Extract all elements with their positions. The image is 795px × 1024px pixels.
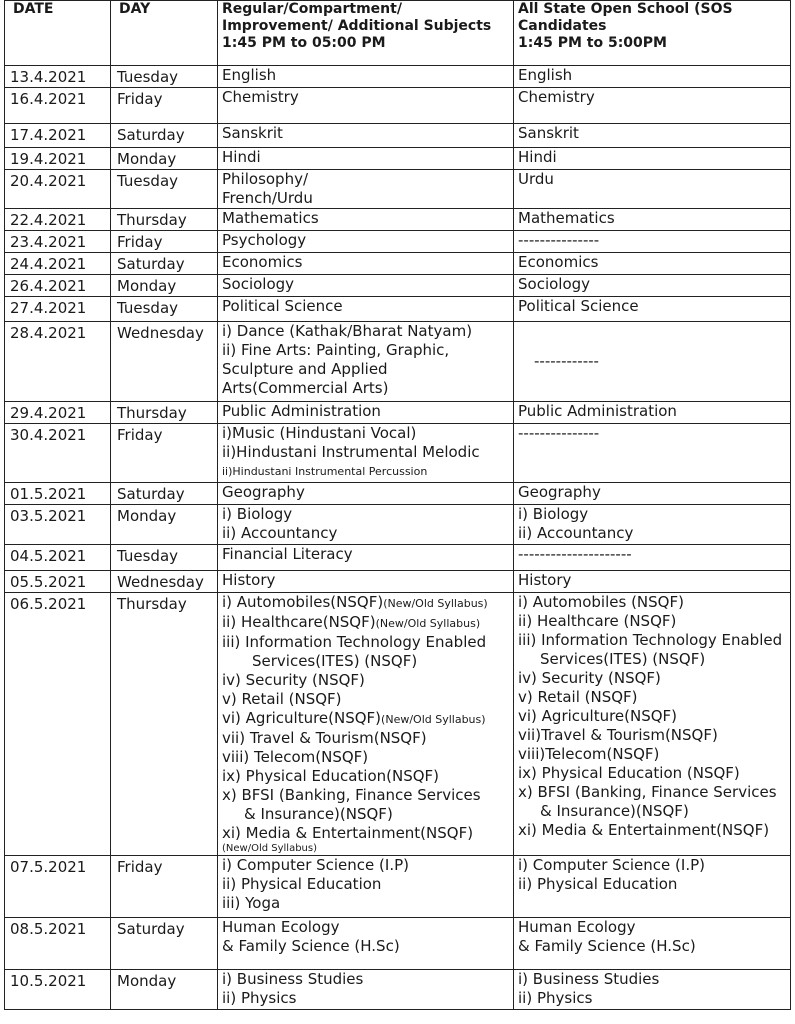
row-regular-subject: Psychology — [218, 231, 514, 253]
syllabus-note: (New/Old Syllabus) — [383, 597, 488, 610]
row-date: 01.5.2021 — [5, 483, 111, 505]
table-row — [5, 170, 791, 209]
table-row — [5, 88, 791, 124]
subject-line: Philosophy/ — [222, 170, 309, 188]
row-regular-subject: Geography — [218, 483, 514, 505]
subject-line: i) Business Studies — [222, 970, 364, 988]
row-regular-subject: Economics — [218, 253, 514, 275]
row-sos-subject: Public Administration — [514, 402, 791, 424]
row-day: Friday — [111, 856, 218, 918]
header-regular-line: Improvement/ Additional Subjects — [222, 18, 492, 34]
syllabus-note: (New/Old Syllabus) — [222, 843, 318, 854]
subject-line: iii) Yoga — [222, 894, 281, 912]
subject-line: Sculpture and Applied — [222, 360, 388, 378]
subject-line: Services(ITES) (NSQF) — [252, 652, 418, 670]
table-row — [5, 593, 791, 856]
subject-line — [222, 593, 509, 613]
row-day: Friday — [111, 231, 218, 253]
row-date: 23.4.2021 — [5, 231, 111, 253]
header-sos-line: All State Open School (SOS — [518, 1, 733, 17]
row-date: 20.4.2021 — [5, 170, 111, 209]
table-row — [5, 231, 791, 253]
row-date: 03.5.2021 — [5, 505, 111, 545]
row-sos-subject: Chemistry — [514, 88, 791, 124]
subject-line: & Insurance)(NSQF) — [244, 805, 393, 823]
row-day: Tuesday — [111, 170, 218, 209]
subject-line: v) Retail (NSQF) — [518, 688, 638, 706]
row-sos-subject — [514, 593, 791, 856]
subject-line: Human Ecology — [222, 918, 340, 936]
header-regular-line: Regular/Compartment/ — [222, 1, 402, 17]
row-date: 13.4.2021 — [5, 66, 111, 88]
row-regular-subject: Political Science — [218, 297, 514, 322]
syllabus-note: (New/Old Syllabus) — [381, 713, 486, 726]
row-sos-subject — [514, 856, 791, 918]
row-regular-subject: Sanskrit — [218, 124, 514, 148]
row-date: 05.5.2021 — [5, 571, 111, 593]
row-sos-subject: Political Science — [514, 297, 791, 322]
row-day: Saturday — [111, 124, 218, 148]
subject-line: x) BFSI (Banking, Finance Services — [222, 786, 481, 804]
table-row — [5, 402, 791, 424]
row-sos-subject: Geography — [514, 483, 791, 505]
table-row — [5, 66, 791, 88]
table-row — [5, 545, 791, 571]
subject-line: Services(ITES) (NSQF) — [540, 650, 706, 668]
subject-line: viii) Telecom(NSQF) — [222, 748, 369, 766]
subject-line: i)Music (Hindustani Vocal) — [222, 424, 417, 442]
row-date: 17.4.2021 — [5, 124, 111, 148]
row-regular-subject — [218, 170, 514, 209]
row-date: 29.4.2021 — [5, 402, 111, 424]
row-day: Friday — [111, 88, 218, 124]
row-sos-subject: --------------- — [514, 231, 791, 253]
subject-line: i) Computer Science (I.P) — [222, 856, 409, 874]
header-sos-line: Candidates — [518, 18, 607, 34]
subject-line: i) Business Studies — [518, 970, 660, 988]
row-day: Saturday — [111, 918, 218, 970]
subject-line — [222, 613, 509, 633]
row-regular-subject — [218, 970, 514, 1010]
subject-line: Arts(Commercial Arts) — [222, 379, 389, 397]
subject-line: ix) Physical Education (NSQF) — [518, 764, 740, 782]
header-regular-line: 1:45 PM to 05:00 PM — [222, 35, 386, 51]
row-date: 28.4.2021 — [5, 322, 111, 402]
row-day: Tuesday — [111, 545, 218, 571]
subject-line: iii) Information Technology Enabled — [518, 631, 783, 649]
subject-line: French/Urdu — [222, 189, 313, 207]
subject-line: ii)Hindustani Instrumental Percussion — [222, 465, 428, 478]
table-row — [5, 505, 791, 545]
subject-line: i) Automobiles (NSQF) — [518, 593, 684, 611]
table-row — [5, 124, 791, 148]
row-regular-subject — [218, 505, 514, 545]
row-regular-subject: Sociology — [218, 275, 514, 297]
row-regular-subject — [218, 593, 514, 856]
row-day: Thursday — [111, 402, 218, 424]
row-regular-subject: Financial Literacy — [218, 545, 514, 571]
row-sos-subject: Sociology — [514, 275, 791, 297]
row-date: 06.5.2021 — [5, 593, 111, 856]
subject-line: x) BFSI (Banking, Finance Services — [518, 783, 777, 801]
row-regular-subject — [218, 856, 514, 918]
subject-line: ii) Accountancy — [518, 524, 634, 542]
subject-line: ii) Physical Education — [222, 875, 382, 893]
row-day: Tuesday — [111, 66, 218, 88]
row-date: 22.4.2021 — [5, 209, 111, 231]
subject-line: ii) Physics — [518, 989, 593, 1007]
subject-line: xi) Media & Entertainment(NSQF) — [518, 821, 770, 839]
subject-text: ii) Healthcare(NSQF) — [222, 613, 376, 631]
header-row — [5, 1, 791, 66]
row-sos-subject: Sanskrit — [514, 124, 791, 148]
row-day: Saturday — [111, 483, 218, 505]
row-regular-subject: English — [218, 66, 514, 88]
subject-line: iv) Security (NSQF) — [518, 669, 661, 687]
subject-line: iv) Security (NSQF) — [222, 671, 365, 689]
row-sos-subject: Mathematics — [514, 209, 791, 231]
table-row — [5, 275, 791, 297]
subject-line: xi) Media & Entertainment(NSQF) — [222, 824, 474, 842]
row-sos-subject: History — [514, 571, 791, 593]
row-regular-subject: History — [218, 571, 514, 593]
subject-line: ix) Physical Education(NSQF) — [222, 767, 440, 785]
subject-line: i) Biology — [222, 505, 293, 523]
subject-line: Human Ecology — [518, 918, 636, 936]
subject-line: vii) Travel & Tourism(NSQF) — [222, 729, 427, 747]
table-row — [5, 571, 791, 593]
row-day: Saturday — [111, 253, 218, 275]
row-day: Monday — [111, 970, 218, 1010]
subject-line: & Insurance)(NSQF) — [540, 802, 689, 820]
row-sos-subject: Economics — [514, 253, 791, 275]
table-row — [5, 856, 791, 918]
table-row — [5, 918, 791, 970]
row-day: Monday — [111, 148, 218, 170]
row-day: Friday — [111, 424, 218, 483]
exam-schedule-table — [4, 0, 791, 1010]
subject-line: iii) Information Technology Enabled — [222, 633, 487, 651]
row-date: 10.5.2021 — [5, 970, 111, 1010]
subject-line: & Family Science (H.Sc) — [222, 937, 400, 955]
header-day: DAY — [111, 1, 218, 66]
subject-line: i) Computer Science (I.P) — [518, 856, 705, 874]
row-date: 04.5.2021 — [5, 545, 111, 571]
row-date: 26.4.2021 — [5, 275, 111, 297]
header-sos-line: 1:45 PM to 5:00PM — [518, 35, 667, 51]
row-regular-subject — [218, 424, 514, 483]
table-row — [5, 148, 791, 170]
table-row — [5, 297, 791, 322]
row-date: 08.5.2021 — [5, 918, 111, 970]
subject-line — [222, 709, 509, 729]
row-sos-subject — [514, 505, 791, 545]
subject-line: ii)Hindustani Instrumental Melodic — [222, 443, 480, 461]
row-regular-subject: Chemistry — [218, 88, 514, 124]
subject-line: ii) Physical Education — [518, 875, 678, 893]
subject-line: v) Retail (NSQF) — [222, 690, 342, 708]
table-row — [5, 322, 791, 402]
row-sos-subject: English — [514, 66, 791, 88]
row-regular-subject: Mathematics — [218, 209, 514, 231]
row-sos-subject: Urdu — [514, 170, 791, 209]
syllabus-note: (New/Old Syllabus) — [375, 617, 481, 630]
row-date: 27.4.2021 — [5, 297, 111, 322]
table-row — [5, 209, 791, 231]
header-regular — [218, 1, 514, 66]
row-date: 16.4.2021 — [5, 88, 111, 124]
row-sos-subject — [514, 970, 791, 1010]
row-regular-subject — [218, 322, 514, 402]
subject-line: ii) Accountancy — [222, 524, 338, 542]
header-sos — [514, 1, 791, 66]
row-date: 19.4.2021 — [5, 148, 111, 170]
header-date: DATE — [5, 1, 111, 66]
subject-line: vi) Agriculture(NSQF) — [518, 707, 678, 725]
row-date: 24.4.2021 — [5, 253, 111, 275]
subject-line: i) Biology — [518, 505, 589, 523]
row-day: Thursday — [111, 209, 218, 231]
subject-line: viii)Telecom(NSQF) — [518, 745, 660, 763]
row-day: Monday — [111, 275, 218, 297]
subject-text: i) Automobiles(NSQF) — [222, 593, 384, 611]
subject-text: vi) Agriculture(NSQF) — [222, 709, 382, 727]
row-day: Tuesday — [111, 297, 218, 322]
row-regular-subject — [218, 918, 514, 970]
row-day: Thursday — [111, 593, 218, 856]
row-date: 07.5.2021 — [5, 856, 111, 918]
table-row — [5, 483, 791, 505]
row-sos-subject: Hindi — [514, 148, 791, 170]
row-sos-subject — [514, 918, 791, 970]
row-sos-subject — [514, 322, 791, 402]
subject-line: ii) Physics — [222, 989, 297, 1007]
table-row — [5, 253, 791, 275]
subject-line: ii) Fine Arts: Painting, Graphic, — [222, 341, 450, 359]
subject-line: & Family Science (H.Sc) — [518, 937, 696, 955]
subject-line: ii) Healthcare (NSQF) — [518, 612, 677, 630]
subject-dash: ------------ — [534, 352, 599, 370]
row-sos-subject: --------------- — [514, 424, 791, 483]
row-day: Wednesday — [111, 322, 218, 402]
table-row — [5, 970, 791, 1010]
row-sos-subject: --------------------- — [514, 545, 791, 571]
subject-line: vii)Travel & Tourism(NSQF) — [518, 726, 718, 744]
row-day: Monday — [111, 505, 218, 545]
row-day: Wednesday — [111, 571, 218, 593]
subject-line: i) Dance (Kathak/Bharat Natyam) — [222, 322, 473, 340]
row-date: 30.4.2021 — [5, 424, 111, 483]
row-regular-subject: Hindi — [218, 148, 514, 170]
row-regular-subject: Public Administration — [218, 402, 514, 424]
table-row — [5, 424, 791, 483]
